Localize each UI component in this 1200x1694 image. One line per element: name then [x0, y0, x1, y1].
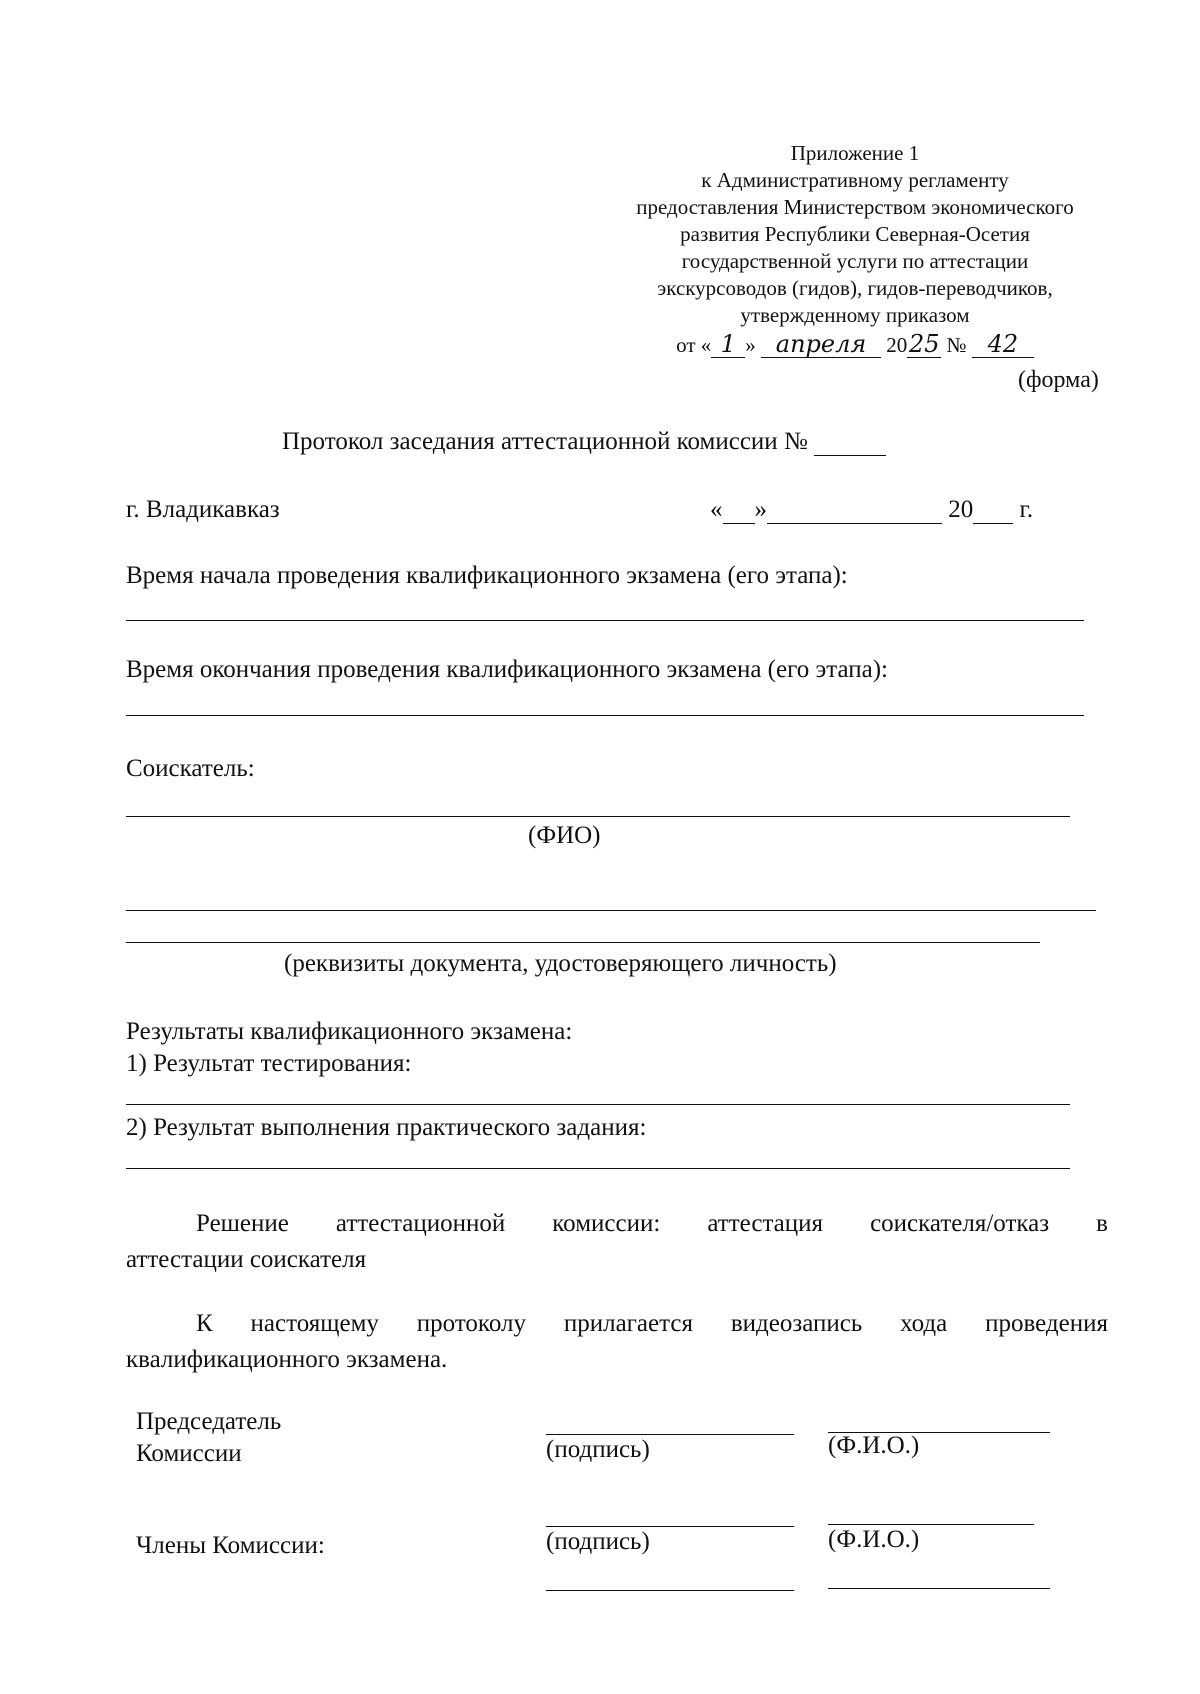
- chairman-label: [136, 1406, 281, 1470]
- order-quote-close: »: [745, 333, 756, 357]
- date-quote-open: «: [710, 496, 723, 523]
- order-day: 1: [711, 331, 745, 358]
- decision-paragraph: [126, 1206, 1108, 1278]
- exam-start-label: Время начала проведения квалификационного экзамена (его этапа):: [126, 562, 848, 589]
- order-year-suffix: 25: [909, 330, 940, 358]
- annex-line: предоставления Министерством экономического: [636, 195, 1074, 219]
- date-year-prefix: 20: [948, 496, 974, 523]
- member-signature-field-1[interactable]: [546, 1526, 794, 1527]
- decision-line-1: Решение аттестационной комиссии: аттестация соискателя/отказ в: [196, 1210, 1108, 1237]
- order-number: 42: [972, 331, 1034, 358]
- member-signature-caption: (подпись): [546, 1528, 650, 1555]
- exam-end-field[interactable]: [126, 715, 1084, 716]
- protocol-number-field[interactable]: [814, 429, 886, 456]
- protocol-title: [282, 428, 886, 456]
- member-fio-field-2[interactable]: [828, 1588, 1050, 1589]
- result-practical-field[interactable]: [126, 1168, 1070, 1169]
- annex-line: развития Республики Северная-Осетия: [680, 222, 1030, 246]
- applicant-fio-field[interactable]: [126, 816, 1070, 817]
- video-line-1: К настоящему протоколу прилагается видеозапись хода проведения: [196, 1310, 1108, 1337]
- id-doc-field-1[interactable]: [126, 910, 1096, 911]
- annex-line: утвержденному приказом: [740, 303, 970, 327]
- fio-caption: (ФИО): [528, 822, 601, 849]
- exam-start-field[interactable]: [126, 620, 1084, 621]
- protocol-date: [710, 496, 1033, 524]
- members-label: Члены Комиссии:: [136, 1532, 325, 1559]
- member-fio-field-1[interactable]: [828, 1524, 1034, 1525]
- order-month: апреля: [761, 331, 881, 358]
- chairman-signature-caption: (подпись): [546, 1436, 650, 1463]
- chairman-line-1: Председатель: [136, 1408, 282, 1435]
- order-year-prefix: 20: [886, 333, 908, 357]
- order-from-prefix: от «: [676, 333, 712, 357]
- date-year-field[interactable]: [973, 497, 1013, 524]
- video-paragraph: [126, 1306, 1108, 1378]
- member-fio-caption: (Ф.И.О.): [828, 1526, 920, 1553]
- date-quote-close: »: [754, 496, 767, 523]
- annex-line: экскурсоводов (гидов), гидов-переводчиков,: [657, 276, 1053, 300]
- video-line-2: квалификационного экзамена.: [126, 1346, 448, 1373]
- id-doc-caption: (реквизиты документа, удостоверяющего личность): [284, 950, 837, 977]
- annex-order-date: [560, 331, 1150, 359]
- protocol-title-text: Протокол заседания аттестационной комиссии №: [282, 428, 808, 455]
- result-testing-field[interactable]: [126, 1104, 1070, 1105]
- date-day-field[interactable]: [723, 497, 755, 524]
- date-year-suffix: г.: [1019, 496, 1034, 523]
- chairman-signature-field[interactable]: [546, 1434, 794, 1435]
- annex-line: Приложение 1: [790, 141, 920, 165]
- annex-header: [560, 140, 1150, 359]
- annex-line: к Административному регламенту: [701, 168, 1009, 192]
- results-heading: Результаты квалификационного экзамена:: [126, 1018, 573, 1045]
- result-testing-label: 1) Результат тестирования:: [126, 1050, 412, 1077]
- member-signature-field-2[interactable]: [546, 1590, 794, 1591]
- city: г. Владикавказ: [126, 496, 280, 523]
- id-doc-field-2[interactable]: [126, 942, 1040, 943]
- chairman-fio-caption: (Ф.И.О.): [828, 1432, 920, 1459]
- form-label: (форма): [1018, 367, 1099, 393]
- order-number-sign: №: [946, 333, 967, 357]
- annex-line: государственной услуги по аттестации: [681, 249, 1029, 273]
- decision-line-2: аттестации соискателя: [126, 1246, 367, 1273]
- exam-end-label: Время окончания проведения квалификационного экзамена (его этапа):: [126, 656, 888, 683]
- result-practical-label: 2) Результат выполнения практического задания:: [126, 1114, 647, 1141]
- applicant-label: Соискатель:: [126, 755, 255, 782]
- date-month-field[interactable]: [767, 497, 942, 524]
- chairman-line-2: Комиссии: [136, 1440, 242, 1467]
